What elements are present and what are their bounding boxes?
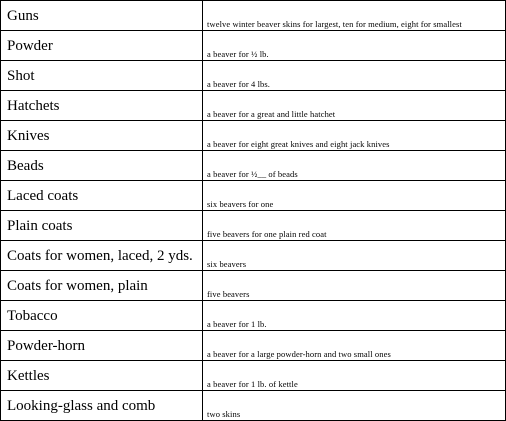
item-cell xyxy=(1,1,203,31)
item-name: Plain coats xyxy=(7,218,73,234)
item-name: Looking-glass and comb xyxy=(7,398,156,414)
price-cell xyxy=(203,61,506,91)
item-name: Shot xyxy=(7,68,35,84)
item-cell xyxy=(1,151,203,181)
table-row xyxy=(1,361,506,391)
item-price: five beavers for one plain red coat xyxy=(207,229,327,239)
item-price: a beaver for 4 lbs. xyxy=(207,79,271,89)
item-price: a beaver for ½ lb. xyxy=(207,49,269,59)
price-cell xyxy=(203,391,506,421)
item-cell xyxy=(1,211,203,241)
table-row xyxy=(1,301,506,331)
table-row xyxy=(1,181,506,211)
item-name: Tobacco xyxy=(7,308,58,324)
item-cell xyxy=(1,121,203,151)
price-cell xyxy=(203,181,506,211)
item-name: Coats for women, laced, 2 yds. xyxy=(7,248,193,264)
item-price: six beavers for one xyxy=(207,199,274,209)
item-cell xyxy=(1,31,203,61)
item-name: Laced coats xyxy=(7,188,79,204)
table-row xyxy=(1,1,506,31)
price-cell xyxy=(203,211,506,241)
item-name: Powder xyxy=(7,38,53,54)
item-price: twelve winter beaver skins for largest, ten for medium, eight for smallest xyxy=(207,19,462,29)
item-price: a beaver for 1 lb. of kettle xyxy=(207,379,298,389)
item-cell xyxy=(1,61,203,91)
item-name: Guns xyxy=(7,8,39,24)
item-name: Knives xyxy=(7,128,50,144)
item-price: five beavers xyxy=(207,289,250,299)
price-cell xyxy=(203,271,506,301)
price-cell xyxy=(203,31,506,61)
item-price: a beaver for a great and little hatchet xyxy=(207,109,336,119)
item-cell xyxy=(1,241,203,271)
table-row xyxy=(1,271,506,301)
item-price: a beaver for 1 lb. xyxy=(207,319,267,329)
item-price: a beaver for a large powder-horn and two small ones xyxy=(207,349,391,359)
item-cell xyxy=(1,301,203,331)
item-name: Kettles xyxy=(7,368,50,384)
table-row xyxy=(1,391,506,421)
table-row xyxy=(1,241,506,271)
price-cell xyxy=(203,151,506,181)
item-name: Hatchets xyxy=(7,98,60,114)
table-row xyxy=(1,151,506,181)
table-row xyxy=(1,61,506,91)
item-cell xyxy=(1,391,203,421)
price-cell xyxy=(203,1,506,31)
item-price: two skins xyxy=(207,409,241,419)
item-name: Powder-horn xyxy=(7,338,86,354)
table-row xyxy=(1,31,506,61)
item-cell xyxy=(1,361,203,391)
item-cell xyxy=(1,91,203,121)
item-price: a beaver for eight great knives and eight jack knives xyxy=(207,139,390,149)
price-cell xyxy=(203,241,506,271)
item-name: Coats for women, plain xyxy=(7,278,148,294)
price-cell xyxy=(203,331,506,361)
item-cell xyxy=(1,331,203,361)
item-cell xyxy=(1,181,203,211)
item-name: Beads xyxy=(7,158,44,174)
table-row xyxy=(1,331,506,361)
price-cell xyxy=(203,91,506,121)
item-price: six beavers xyxy=(207,259,247,269)
price-cell xyxy=(203,301,506,331)
price-cell xyxy=(203,121,506,151)
item-cell xyxy=(1,271,203,301)
price-cell xyxy=(203,361,506,391)
item-price: a beaver for ½__ of beads xyxy=(207,169,298,179)
table-row xyxy=(1,91,506,121)
table-row xyxy=(1,121,506,151)
table-row xyxy=(1,211,506,241)
